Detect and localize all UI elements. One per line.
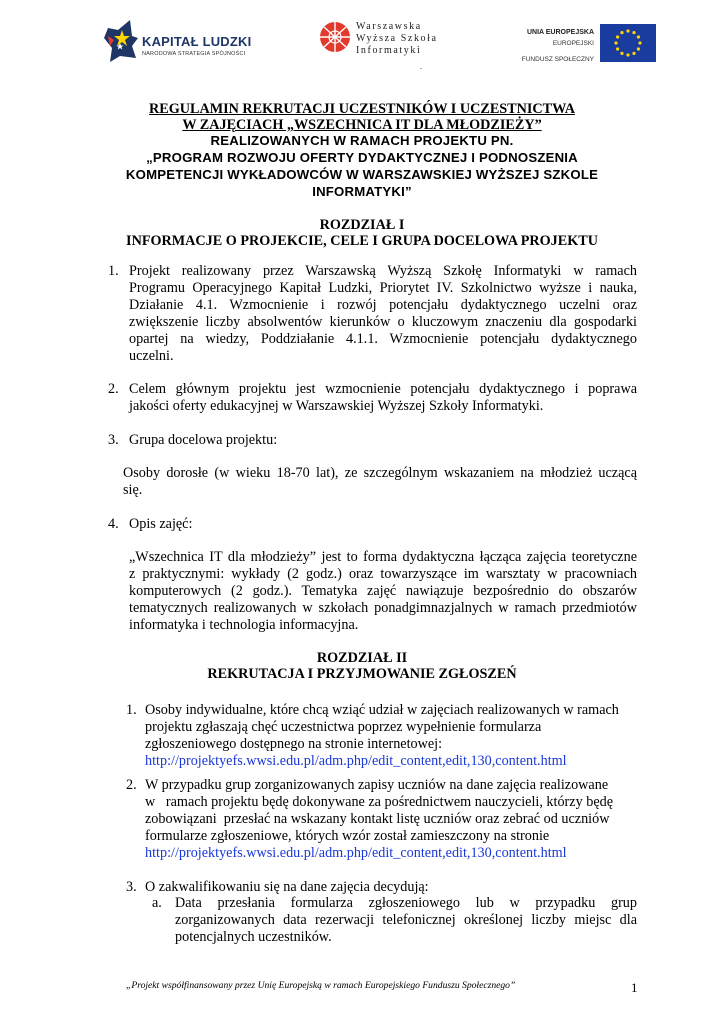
chapter-1-subheading: INFORMACJE O PROJEKCIE, CELE I GRUPA DOCELOWA PROJEKTU bbox=[126, 233, 598, 249]
wwsi-emblem-icon bbox=[318, 20, 352, 54]
kapital-ludzki-emblem-icon bbox=[102, 16, 142, 64]
eu-logo bbox=[518, 20, 658, 70]
paragraph-line: zgłoszeniowego dostępnego na stronie internetowej: bbox=[145, 736, 443, 752]
paragraph-line: tematycznych realizowanych w szkołach ponadgimnazjalnych w ramach przedmiotów bbox=[129, 600, 637, 616]
paragraph-line: Działanie 4.1. Wzmocnienie i rozwój potencjału dydaktycznego uczelni oraz bbox=[129, 297, 637, 313]
paragraph-line: „Wszechnica IT dla młodzieży” jest to forma dydaktyczna łącząca zajęcia teoretyczne bbox=[129, 549, 637, 565]
wwsi-logo bbox=[318, 20, 458, 71]
paragraph-line: z praktycznymi: wykłady (2 godz.) oraz towarzyszące im warsztaty w pracowniach bbox=[129, 566, 637, 582]
paragraph-line: Celem głównym projektu jest wzmocnienie potencjału dydaktycznego i poprawa bbox=[129, 381, 637, 397]
form-template-link[interactable]: http://projektyefs.wwsi.edu.pl/adm.php/edit_content,edit,130,content.html bbox=[145, 845, 567, 861]
list-number: 3. bbox=[126, 879, 137, 895]
wwsi-line-2: Wyższa Szkoła bbox=[356, 33, 438, 44]
kapital-ludzki-title: KAPITAŁ LUDZKI bbox=[142, 34, 252, 49]
title-line-5: KOMPETENCJI WYKŁADOWCÓW W WARSZAWSKIEJ WYŻSZEJ SZKOLE bbox=[125, 167, 599, 182]
paragraph-line: Projekt realizowany przez Warszawską Wyższą Szkołę Informatyki w ramach bbox=[129, 263, 637, 279]
footer-text: „Projekt współfinansowany przez Unię Europejską w ramach Europejskiego Funduszu Społecznego” bbox=[126, 980, 516, 991]
paragraph-line: Osoby dorosłe (w wieku 18-70 lat), ze szczególnym wskazaniem na młodzież uczącą bbox=[123, 465, 637, 481]
paragraph-line: zobowiązani przesłać na wskazany kontakt listę uczniów oraz zebrać od uczniów bbox=[145, 811, 610, 827]
title-line-1: REGULAMIN REKRUTACJI UCZESTNIKÓW I UCZESTNICTWA bbox=[149, 101, 575, 117]
header-logos bbox=[0, 0, 724, 80]
paragraph-line: jakości oferty edukacyjnej w Warszawskiej Wyższej Szkoły Informatyki. bbox=[129, 398, 544, 414]
title-line-4: „PROGRAM ROZWOJU OFERTY DYDAKTYCZNEJ I PODNOSZENIA bbox=[146, 150, 578, 165]
paragraph-line: Osoby indywidualne, które chcą wziąć udział w zajęciach realizowanych w ramach bbox=[145, 702, 619, 718]
list-number: 1. bbox=[108, 263, 119, 279]
wwsi-line-3: Informatyki bbox=[356, 45, 422, 56]
eu-flag-icon bbox=[600, 24, 656, 62]
wwsi-line-1: Warszawska bbox=[356, 21, 422, 32]
title-line-3: REALIZOWANYCH W RAMACH PROJEKTU PN. bbox=[210, 133, 514, 148]
paragraph-line: Programu Operacyjnego Kapitał Ludzki, Priorytet IV. Szkolnictwo wyższe i nauka, bbox=[129, 280, 637, 296]
list-number: 3. bbox=[108, 432, 119, 448]
paragraph-line: projektu zgłaszają chęć uczestnictwa poprzez wypełnienie formularza bbox=[145, 719, 542, 735]
paragraph-line: uczelni. bbox=[129, 348, 174, 364]
chapter-1-heading: ROZDZIAŁ I bbox=[319, 217, 405, 233]
list-letter: a. bbox=[152, 895, 162, 911]
paragraph-line: W przypadku grup zorganizowanych zapisy uczniów na dane zajęcia realizowane bbox=[145, 777, 609, 793]
paragraph-line: Opis zajęć: bbox=[129, 516, 193, 532]
chapter-2-subheading: REKRUTACJA I PRZYJMOWANIE ZGŁOSZEŃ bbox=[207, 666, 517, 682]
paragraph-line: Data przesłania formularza zgłoszeniowego lub w przypadku grup bbox=[175, 895, 637, 911]
paragraph-line: O zakwalifikowaniu się na dane zajęcia decydują: bbox=[145, 879, 429, 895]
paragraph-line: informatyka i technologia informacyjna. bbox=[129, 617, 359, 633]
paragraph-line: formularze zgłoszeniowe, których wzór został zamieszczony na stronie bbox=[145, 828, 550, 844]
list-number: 2. bbox=[108, 381, 119, 397]
kapital-ludzki-subtitle: NARODOWA STRATEGIA SPÓJNOŚCI bbox=[142, 51, 246, 57]
title-line-2: W ZAJĘCIACH „WSZECHNICA IT DLA MŁODZIEŻY” bbox=[182, 117, 542, 133]
list-number: 1. bbox=[126, 702, 137, 718]
paragraph-line: Grupa docelowa projektu: bbox=[129, 432, 278, 448]
paragraph-line: opartej na wiedzy, Poddziałanie 4.1.1. Wzmocnienie potencjału dydaktycznego bbox=[129, 331, 637, 347]
chapter-2-heading: ROZDZIAŁ II bbox=[316, 650, 408, 666]
registration-form-link[interactable]: http://projektyefs.wwsi.edu.pl/adm.php/edit_content,edit,130,content.html bbox=[145, 753, 567, 769]
paragraph-line: zorganizowanych data rezerwacji telefonicznej określonej liczby miejsc dla bbox=[175, 912, 637, 928]
paragraph-line: potencjalnych uczestników. bbox=[175, 929, 332, 945]
eu-line-1: UNIA EUROPEJSKA bbox=[526, 29, 594, 36]
paragraph-line: komputerowych (2 godz.). Tematyka zajęć nawiązuje bezpośrednio do obszarów bbox=[129, 583, 637, 599]
paragraph-line: się. bbox=[123, 482, 143, 498]
title-line-6: INFORMATYKI” bbox=[312, 184, 412, 199]
kapital-ludzki-logo bbox=[102, 16, 252, 64]
page-number: 1 bbox=[631, 980, 638, 995]
paragraph-line: w ramach projektu będę dokonywane za pośrednictwem nauczycieli, którzy będę bbox=[145, 794, 614, 810]
list-number: 2. bbox=[126, 777, 137, 793]
wwsi-dot: . bbox=[420, 62, 422, 71]
paragraph-line: zwiększenie liczby absolwentów kierunków o kluczowym znaczeniu dla gospodarki bbox=[129, 314, 637, 330]
eu-line-3: FUNDUSZ SPOŁECZNY bbox=[521, 56, 594, 63]
list-number: 4. bbox=[108, 516, 119, 532]
eu-line-2: EUROPEJSKI bbox=[552, 40, 594, 47]
